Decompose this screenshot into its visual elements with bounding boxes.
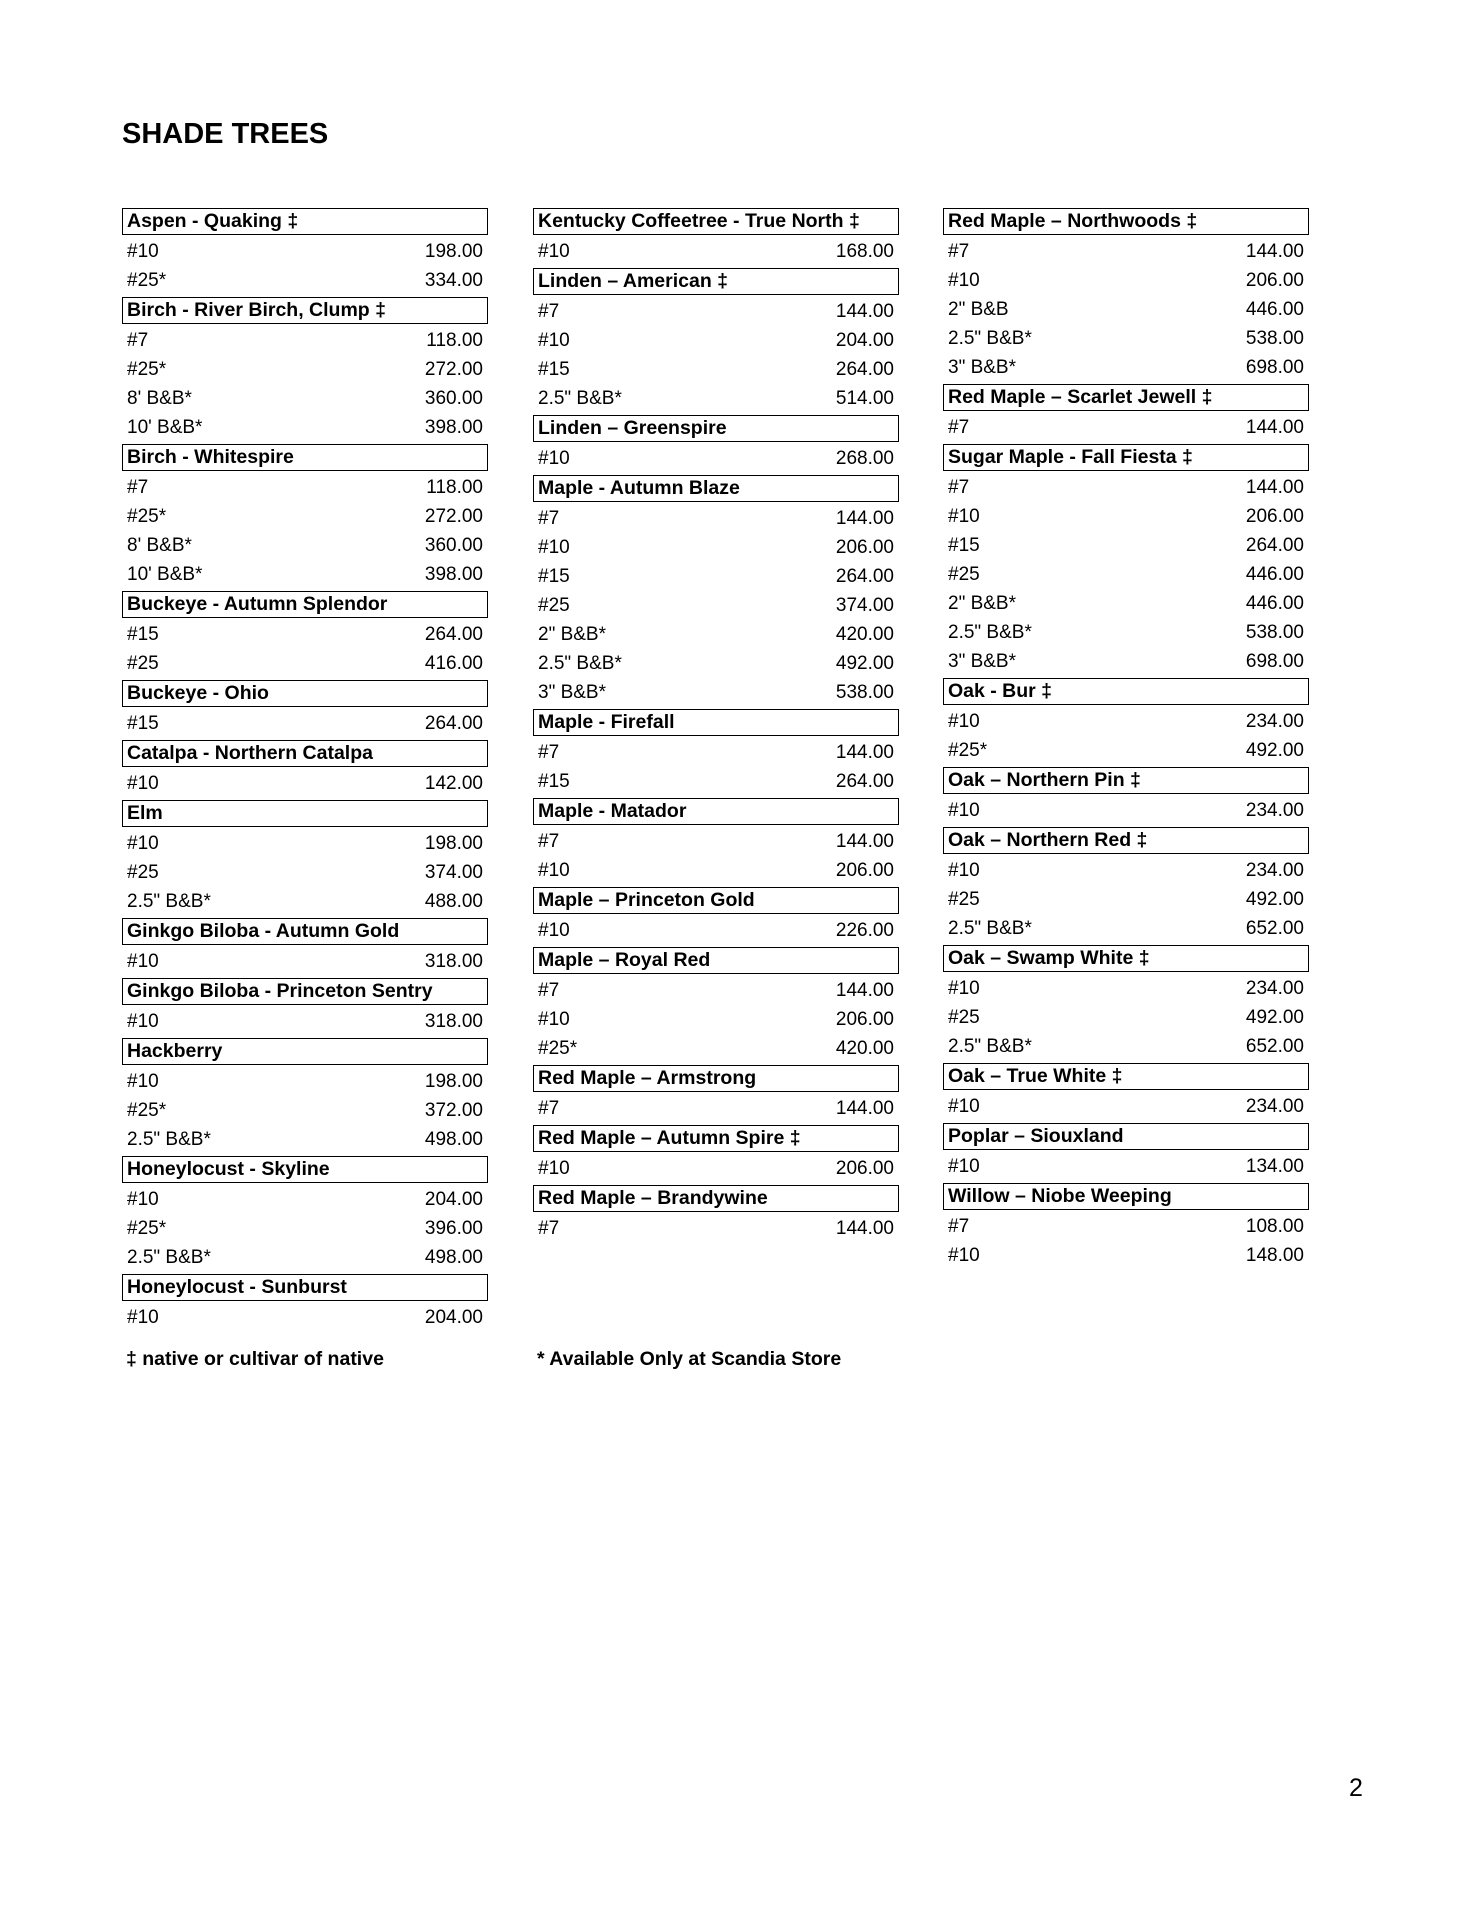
price: 118.00 xyxy=(426,477,483,498)
price: 514.00 xyxy=(835,388,894,409)
price-row xyxy=(122,1125,488,1154)
price: 206.00 xyxy=(835,537,894,558)
price-row xyxy=(533,1005,899,1034)
container-size: 10' B&B* xyxy=(127,564,203,585)
container-size: #15 xyxy=(538,359,570,380)
container-size: #10 xyxy=(127,833,159,854)
container-size: #10 xyxy=(948,1096,980,1117)
price: 652.00 xyxy=(1245,1036,1304,1057)
species-header: Oak – True White ‡ xyxy=(943,1063,1309,1090)
price: 206.00 xyxy=(835,1158,894,1179)
species-header: Oak – Swamp White ‡ xyxy=(943,945,1309,972)
container-size: #25* xyxy=(538,1038,578,1059)
price: 144.00 xyxy=(835,980,894,1001)
species-header: Hackberry xyxy=(122,1038,488,1065)
species-header: Red Maple – Autumn Spire ‡ xyxy=(533,1125,899,1152)
price: 144.00 xyxy=(835,301,894,322)
price-row xyxy=(122,502,488,531)
container-size: #10 xyxy=(127,1189,159,1210)
container-size: #10 xyxy=(948,860,980,881)
price-row xyxy=(533,1094,899,1123)
species-header: Red Maple – Northwoods ‡ xyxy=(943,208,1309,235)
price-row xyxy=(533,620,899,649)
price: 652.00 xyxy=(1245,918,1304,939)
price-row xyxy=(122,1243,488,1272)
price-row xyxy=(122,858,488,887)
species-header: Maple - Firefall xyxy=(533,709,899,736)
price: 144.00 xyxy=(1245,241,1304,262)
price-row xyxy=(943,885,1309,914)
price-row xyxy=(943,531,1309,560)
price-row xyxy=(943,856,1309,885)
price: 226.00 xyxy=(835,920,894,941)
price-row xyxy=(943,473,1309,502)
container-size: #7 xyxy=(127,477,149,498)
footnote-native: ‡ native or cultivar of native xyxy=(126,1348,384,1370)
container-size: #15 xyxy=(127,713,159,734)
container-size: 2.5" B&B* xyxy=(948,328,1032,349)
species-header: Red Maple – Brandywine xyxy=(533,1185,899,1212)
price: 698.00 xyxy=(1245,357,1304,378)
price: 360.00 xyxy=(424,535,483,556)
container-size: #10 xyxy=(948,978,980,999)
species-header: Maple – Royal Red xyxy=(533,947,899,974)
container-size: #25* xyxy=(127,1100,167,1121)
container-size: #10 xyxy=(538,537,570,558)
species-header: Elm xyxy=(122,800,488,827)
species-header: Red Maple – Scarlet Jewell ‡ xyxy=(943,384,1309,411)
price: 234.00 xyxy=(1245,711,1304,732)
price: 372.00 xyxy=(424,1100,483,1121)
price: 144.00 xyxy=(1245,477,1304,498)
price: 420.00 xyxy=(835,624,894,645)
container-size: #7 xyxy=(948,241,970,262)
price-row xyxy=(122,620,488,649)
price: 206.00 xyxy=(1245,506,1304,527)
container-size: #10 xyxy=(538,1009,570,1030)
container-size: #25 xyxy=(538,595,570,616)
container-size: #25* xyxy=(127,1218,167,1239)
container-size: #10 xyxy=(127,951,159,972)
price: 334.00 xyxy=(424,270,483,291)
price: 144.00 xyxy=(835,831,894,852)
price: 264.00 xyxy=(835,359,894,380)
container-size: #10 xyxy=(948,1156,980,1177)
price: 234.00 xyxy=(1245,800,1304,821)
price: 142.00 xyxy=(424,773,483,794)
container-size: #7 xyxy=(948,477,970,498)
price-row xyxy=(943,324,1309,353)
species-header: Maple – Princeton Gold xyxy=(533,887,899,914)
price-row xyxy=(533,976,899,1005)
price: 488.00 xyxy=(424,891,483,912)
container-size: #25 xyxy=(948,1007,980,1028)
price: 374.00 xyxy=(424,862,483,883)
price-row xyxy=(533,649,899,678)
container-size: #10 xyxy=(538,241,570,262)
container-size: #7 xyxy=(538,1218,560,1239)
price: 318.00 xyxy=(424,951,483,972)
price: 318.00 xyxy=(424,1011,483,1032)
price-row xyxy=(533,237,899,266)
price: 268.00 xyxy=(835,448,894,469)
container-size: #25* xyxy=(948,740,988,761)
price: 698.00 xyxy=(1245,651,1304,672)
price-row xyxy=(533,856,899,885)
container-size: 2.5" B&B* xyxy=(538,388,622,409)
price: 234.00 xyxy=(1245,978,1304,999)
footnote-store-only: * Available Only at Scandia Store xyxy=(537,1348,842,1370)
container-size: 2.5" B&B* xyxy=(948,1036,1032,1057)
price-row xyxy=(943,1092,1309,1121)
container-size: 3" B&B* xyxy=(948,357,1017,378)
container-size: 2.5" B&B* xyxy=(538,653,622,674)
price-row xyxy=(943,589,1309,618)
container-size: #7 xyxy=(127,330,149,351)
container-size: #10 xyxy=(127,241,159,262)
price-row xyxy=(122,1067,488,1096)
price-row xyxy=(943,707,1309,736)
container-size: #25* xyxy=(127,359,167,380)
container-size: 2" B&B* xyxy=(948,593,1017,614)
price-row xyxy=(122,1214,488,1243)
container-size: #7 xyxy=(948,1216,970,1237)
container-size: 3" B&B* xyxy=(538,682,607,703)
price: 198.00 xyxy=(424,241,483,262)
price-row xyxy=(943,1032,1309,1061)
species-header: Poplar – Siouxland xyxy=(943,1123,1309,1150)
price-row xyxy=(943,413,1309,442)
price: 204.00 xyxy=(424,1307,483,1328)
price-row xyxy=(533,591,899,620)
price: 492.00 xyxy=(1245,740,1304,761)
container-size: #10 xyxy=(948,800,980,821)
species-header: Ginkgo Biloba - Princeton Sentry xyxy=(122,978,488,1005)
price: 168.00 xyxy=(835,241,894,262)
price: 446.00 xyxy=(1245,593,1304,614)
price-row xyxy=(943,1003,1309,1032)
price-row xyxy=(943,266,1309,295)
species-header: Linden – Greenspire xyxy=(533,415,899,442)
price: 272.00 xyxy=(424,506,483,527)
price: 360.00 xyxy=(424,388,483,409)
price: 144.00 xyxy=(1245,417,1304,438)
container-size: 2.5" B&B* xyxy=(127,891,211,912)
price-row xyxy=(943,1212,1309,1241)
price: 144.00 xyxy=(835,508,894,529)
container-size: #7 xyxy=(538,831,560,852)
price-row xyxy=(122,829,488,858)
price: 234.00 xyxy=(1245,1096,1304,1117)
price-row xyxy=(533,827,899,856)
price-row xyxy=(122,266,488,295)
container-size: 2.5" B&B* xyxy=(948,918,1032,939)
container-size: #10 xyxy=(948,1245,980,1266)
price-row xyxy=(533,738,899,767)
page-title: SHADE TREES xyxy=(122,118,329,150)
species-header: Buckeye - Ohio xyxy=(122,680,488,707)
price: 144.00 xyxy=(835,742,894,763)
price: 206.00 xyxy=(1245,270,1304,291)
price-row xyxy=(943,914,1309,943)
price: 498.00 xyxy=(424,1247,483,1268)
price: 134.00 xyxy=(1245,1156,1304,1177)
price-row xyxy=(122,1303,488,1332)
price-row xyxy=(943,647,1309,676)
species-header: Honeylocust - Skyline xyxy=(122,1156,488,1183)
price: 492.00 xyxy=(1245,1007,1304,1028)
price-row xyxy=(533,297,899,326)
price-row xyxy=(533,326,899,355)
price: 538.00 xyxy=(1245,622,1304,643)
price: 198.00 xyxy=(424,1071,483,1092)
price: 204.00 xyxy=(424,1189,483,1210)
price: 492.00 xyxy=(835,653,894,674)
price-row xyxy=(122,1096,488,1125)
species-header: Oak – Northern Pin ‡ xyxy=(943,767,1309,794)
price: 416.00 xyxy=(424,653,483,674)
price: 420.00 xyxy=(835,1038,894,1059)
price-row xyxy=(943,796,1309,825)
container-size: #10 xyxy=(127,1011,159,1032)
species-header: Birch - River Birch, Clump ‡ xyxy=(122,297,488,324)
price: 374.00 xyxy=(835,595,894,616)
container-size: #10 xyxy=(127,773,159,794)
price: 398.00 xyxy=(424,417,483,438)
price-row xyxy=(122,531,488,560)
price-row xyxy=(533,1154,899,1183)
species-header: Oak – Northern Red ‡ xyxy=(943,827,1309,854)
price-row xyxy=(533,444,899,473)
price-row xyxy=(943,1152,1309,1181)
container-size: #25 xyxy=(948,564,980,585)
price-row xyxy=(122,384,488,413)
container-size: #15 xyxy=(538,566,570,587)
price: 398.00 xyxy=(424,564,483,585)
container-size: #10 xyxy=(948,711,980,732)
species-header: Ginkgo Biloba - Autumn Gold xyxy=(122,918,488,945)
price-row xyxy=(122,1007,488,1036)
price: 492.00 xyxy=(1245,889,1304,910)
price-row xyxy=(122,769,488,798)
price: 264.00 xyxy=(1245,535,1304,556)
species-header: Willow – Niobe Weeping xyxy=(943,1183,1309,1210)
price-row xyxy=(943,502,1309,531)
container-size: #7 xyxy=(538,301,560,322)
price-row xyxy=(122,355,488,384)
container-size: 8' B&B* xyxy=(127,535,192,556)
price-row xyxy=(943,295,1309,324)
container-size: #7 xyxy=(538,742,560,763)
price: 538.00 xyxy=(835,682,894,703)
container-size: #10 xyxy=(948,270,980,291)
container-size: 2.5" B&B* xyxy=(127,1129,211,1150)
price-row xyxy=(533,562,899,591)
container-size: 2" B&B* xyxy=(538,624,607,645)
species-header: Sugar Maple - Fall Fiesta ‡ xyxy=(943,444,1309,471)
price: 396.00 xyxy=(424,1218,483,1239)
container-size: #25* xyxy=(127,270,167,291)
price-row xyxy=(122,326,488,355)
price-row xyxy=(533,1034,899,1063)
container-size: #10 xyxy=(538,1158,570,1179)
species-header: Red Maple – Armstrong xyxy=(533,1065,899,1092)
species-header: Honeylocust - Sunburst xyxy=(122,1274,488,1301)
container-size: #15 xyxy=(127,624,159,645)
container-size: #25 xyxy=(948,889,980,910)
container-size: 8' B&B* xyxy=(127,388,192,409)
price-row xyxy=(943,237,1309,266)
price-row xyxy=(122,887,488,916)
price: 272.00 xyxy=(424,359,483,380)
price: 108.00 xyxy=(1245,1216,1304,1237)
price-row xyxy=(122,709,488,738)
species-header: Maple - Matador xyxy=(533,798,899,825)
price-row xyxy=(533,533,899,562)
container-size: 10' B&B* xyxy=(127,417,203,438)
price-row xyxy=(943,560,1309,589)
price-row xyxy=(943,1241,1309,1270)
container-size: #10 xyxy=(538,920,570,941)
species-header: Kentucky Coffeetree - True North ‡ xyxy=(533,208,899,235)
species-header: Catalpa - Northern Catalpa xyxy=(122,740,488,767)
species-header: Oak - Bur ‡ xyxy=(943,678,1309,705)
price: 264.00 xyxy=(424,624,483,645)
price-row xyxy=(122,1185,488,1214)
price-row xyxy=(943,618,1309,647)
container-size: #25* xyxy=(127,506,167,527)
container-size: #15 xyxy=(948,535,980,556)
container-size: #10 xyxy=(127,1307,159,1328)
price: 538.00 xyxy=(1245,328,1304,349)
price: 144.00 xyxy=(835,1218,894,1239)
price-column-2 xyxy=(533,206,899,1243)
container-size: #7 xyxy=(948,417,970,438)
species-header: Maple - Autumn Blaze xyxy=(533,475,899,502)
container-size: 2" B&B xyxy=(948,299,1009,320)
container-size: #10 xyxy=(538,448,570,469)
container-size: #15 xyxy=(538,771,570,792)
price: 198.00 xyxy=(424,833,483,854)
container-size: #7 xyxy=(538,508,560,529)
container-size: #10 xyxy=(127,1071,159,1092)
price: 446.00 xyxy=(1245,564,1304,585)
price-row xyxy=(943,974,1309,1003)
container-size: 3" B&B* xyxy=(948,651,1017,672)
price-row xyxy=(533,767,899,796)
price-row xyxy=(122,560,488,589)
price: 206.00 xyxy=(835,860,894,881)
price-row xyxy=(533,678,899,707)
price-row xyxy=(533,504,899,533)
price-row xyxy=(533,916,899,945)
price-row xyxy=(533,1214,899,1243)
price-row xyxy=(533,355,899,384)
container-size: #10 xyxy=(948,506,980,527)
price: 118.00 xyxy=(426,330,483,351)
page-number: 2 xyxy=(1349,1774,1363,1802)
species-header: Linden – American ‡ xyxy=(533,268,899,295)
price-row xyxy=(943,353,1309,382)
price: 264.00 xyxy=(835,566,894,587)
price-column-1 xyxy=(122,206,488,1332)
price: 264.00 xyxy=(835,771,894,792)
price: 204.00 xyxy=(835,330,894,351)
price: 148.00 xyxy=(1245,1245,1304,1266)
container-size: #10 xyxy=(538,860,570,881)
price-column-3 xyxy=(943,206,1309,1270)
price: 446.00 xyxy=(1245,299,1304,320)
container-size: #25 xyxy=(127,862,159,883)
species-header: Birch - Whitespire xyxy=(122,444,488,471)
price: 144.00 xyxy=(835,1098,894,1119)
price-row xyxy=(122,473,488,502)
container-size: 2.5" B&B* xyxy=(948,622,1032,643)
price-row xyxy=(533,384,899,413)
container-size: #25 xyxy=(127,653,159,674)
container-size: #7 xyxy=(538,1098,560,1119)
species-header: Aspen - Quaking ‡ xyxy=(122,208,488,235)
container-size: #10 xyxy=(538,330,570,351)
price-row xyxy=(122,649,488,678)
container-size: #7 xyxy=(538,980,560,1001)
price-row xyxy=(122,947,488,976)
price: 234.00 xyxy=(1245,860,1304,881)
price-row xyxy=(943,736,1309,765)
price: 264.00 xyxy=(424,713,483,734)
container-size: 2.5" B&B* xyxy=(127,1247,211,1268)
price: 206.00 xyxy=(835,1009,894,1030)
species-header: Buckeye - Autumn Splendor xyxy=(122,591,488,618)
price-row xyxy=(122,413,488,442)
price: 498.00 xyxy=(424,1129,483,1150)
price-row xyxy=(122,237,488,266)
